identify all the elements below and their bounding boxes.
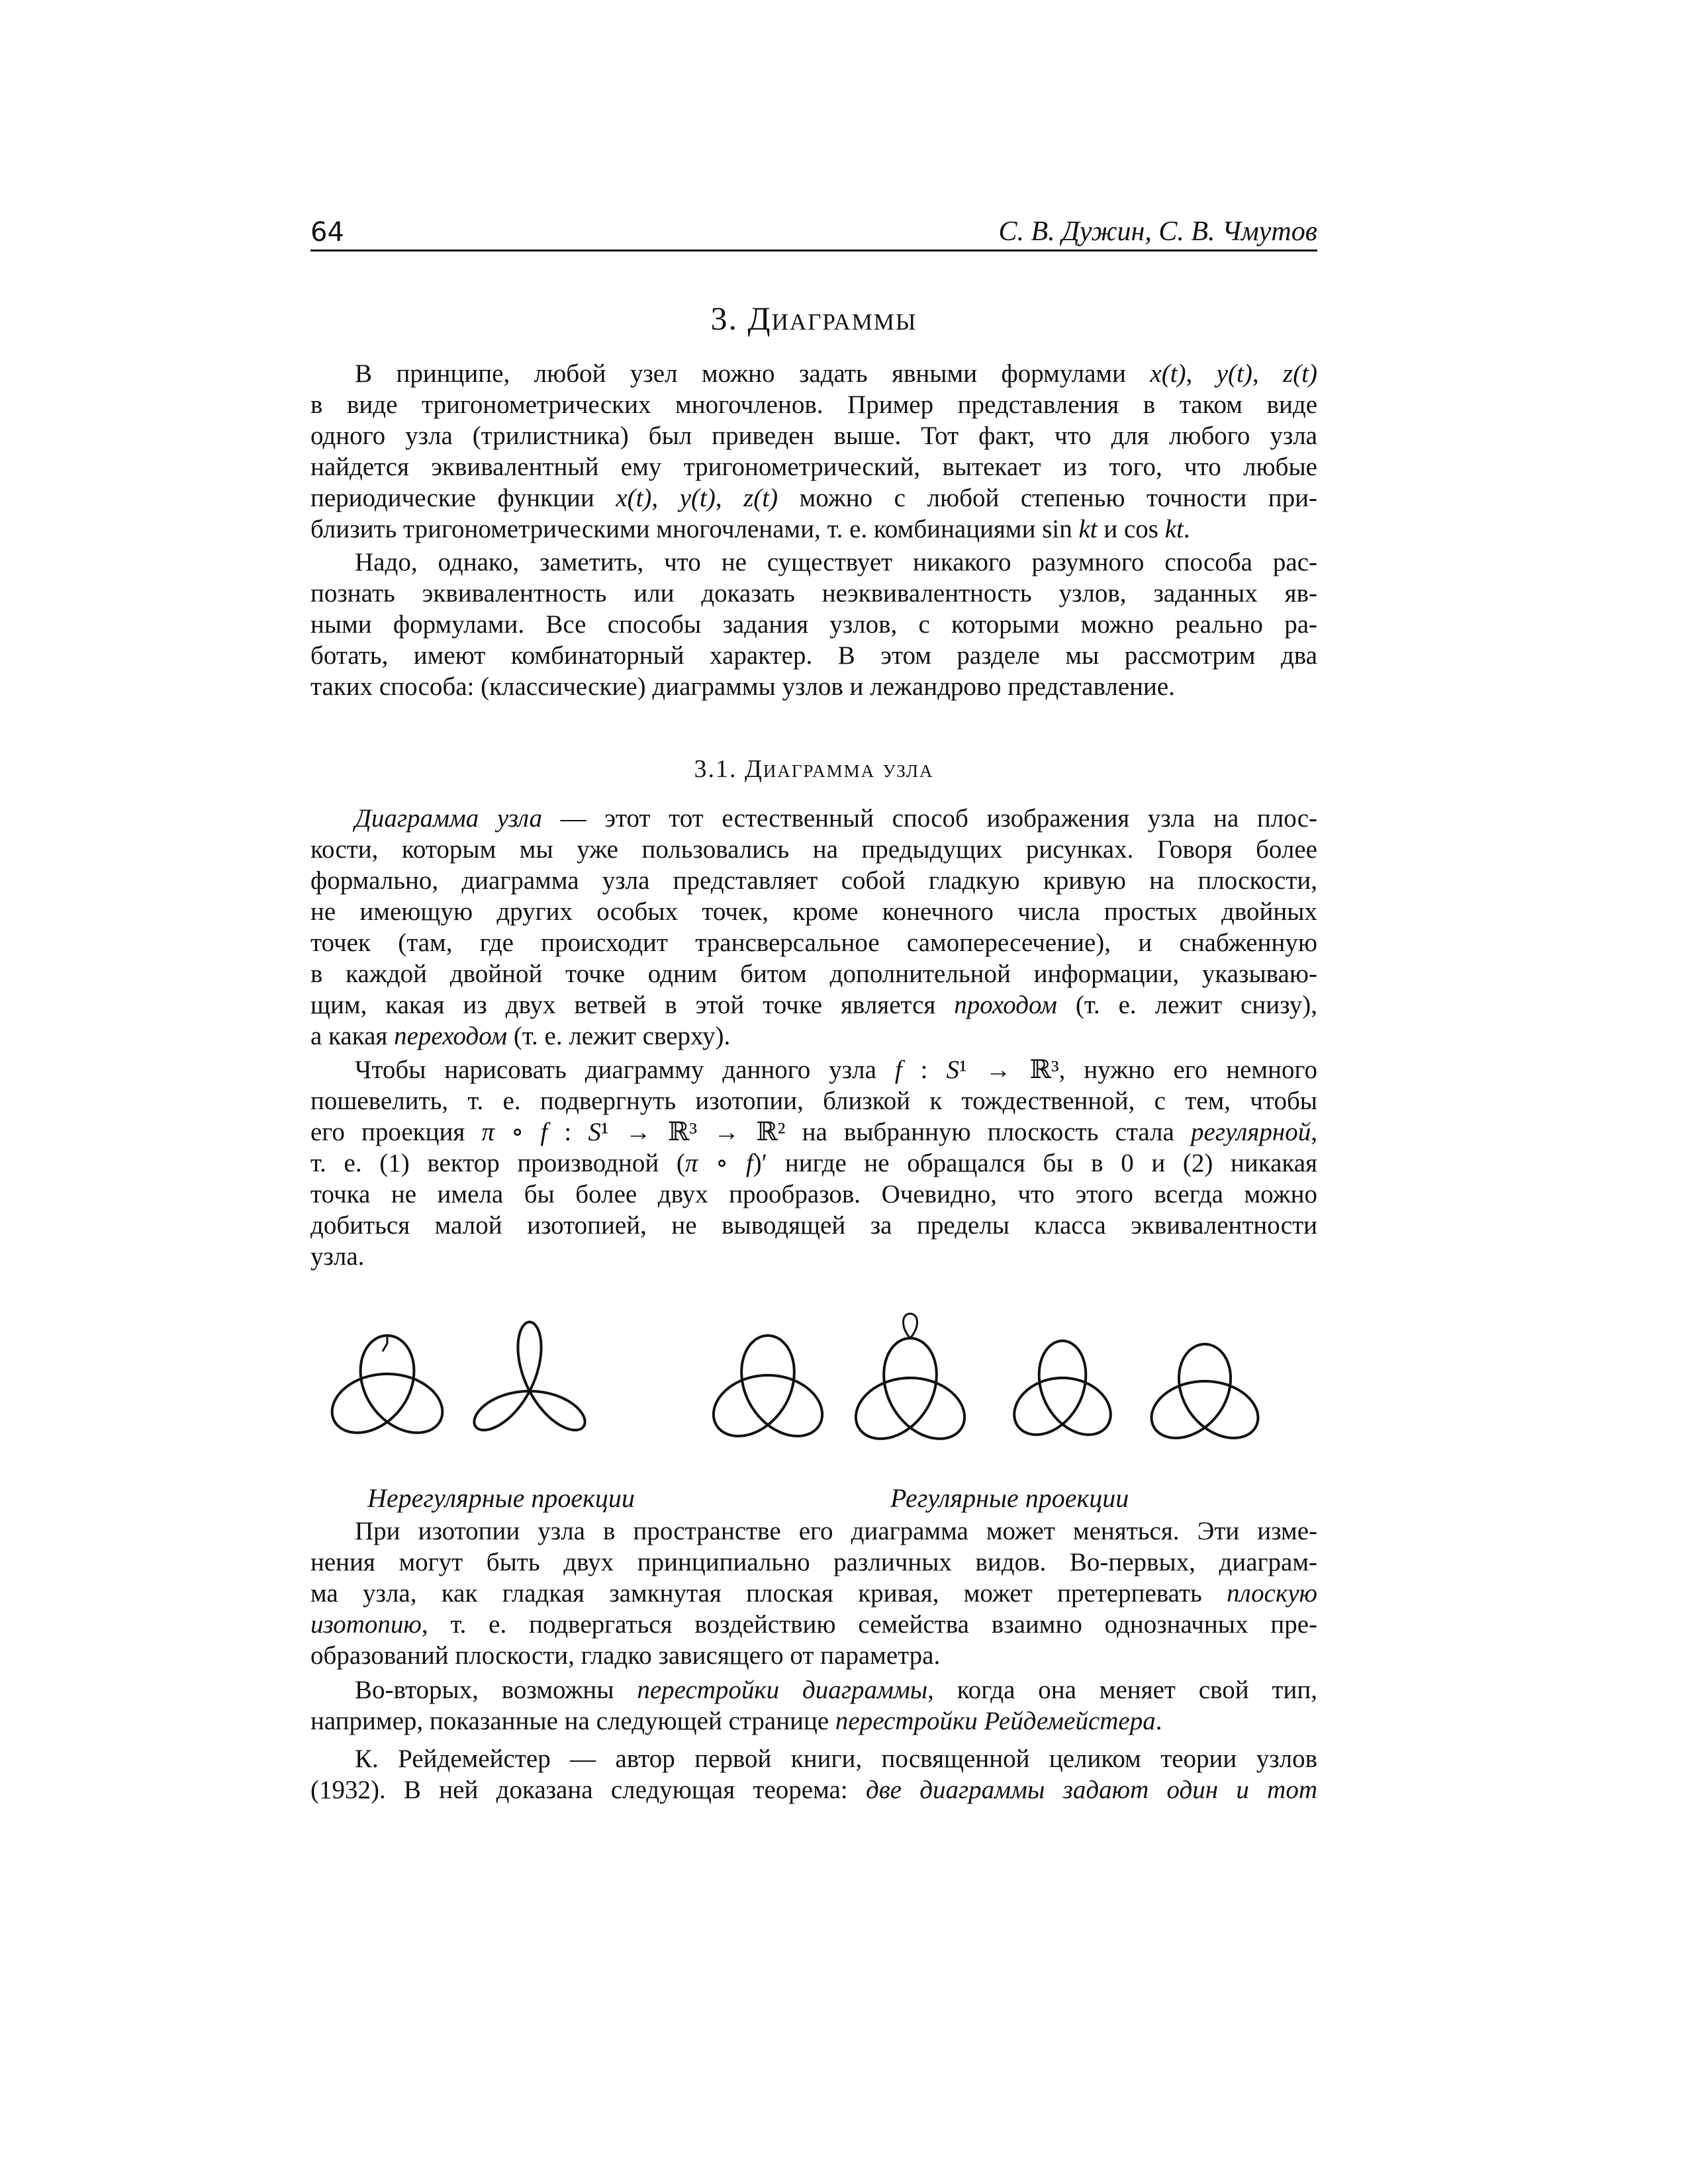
text-line: [310, 578, 1317, 609]
text-segment: например, показанные на следующей странице: [310, 1707, 835, 1735]
knot-regular-trefoil: [714, 1336, 822, 1436]
text-segment: )′ нигде не обращался бы в 0 и (2) никакая: [753, 1149, 1317, 1177]
text-segment: нения могут быть двух принципиально различных видов. Во-первых, диаграм-: [310, 1548, 1317, 1576]
emphasis-text: f: [894, 1056, 902, 1084]
text-line: [310, 896, 1317, 927]
emphasis-text: перестройки диаграммы: [637, 1676, 928, 1704]
text-segment: ¹ → ℝ³, нужно его немного: [959, 1056, 1317, 1084]
text-line: [310, 547, 1317, 578]
text-segment: а какая: [310, 1022, 395, 1050]
caption-regular-projections: Регулярные проекции: [890, 1483, 1129, 1513]
paragraph: [310, 1743, 1317, 1805]
text-segment: близить тригонометрическими многочленами, т. е. комбинациями sin: [310, 515, 1079, 543]
text-segment: и cos: [1097, 515, 1165, 543]
knot-regular-trefoil-variant: [1014, 1341, 1111, 1435]
text-line: [310, 1609, 1317, 1640]
text-line: [310, 1054, 1317, 1085]
text-segment: образований плоскости, гладко зависящего от параметра.: [310, 1641, 941, 1670]
text-segment: (т. е. лежит снизу),: [1056, 991, 1317, 1019]
text-segment: ,: [1186, 359, 1217, 388]
text-segment: точка не имела бы более двух прообразов. Очевидно, что этого всегда можно: [310, 1180, 1317, 1208]
text-line: [310, 671, 1317, 702]
text-line: [310, 1547, 1317, 1578]
emphasis-text: kt: [1078, 515, 1098, 543]
text-segment: (1932). В ней доказана следующая теорема:: [310, 1776, 866, 1804]
section-title: 3. Диаграммы: [710, 300, 917, 337]
emphasis-text: проходом: [954, 991, 1057, 1019]
header-rule: [310, 250, 1317, 251]
text-line: [310, 1640, 1317, 1671]
text-segment: , когда она меняет свой тип,: [927, 1676, 1317, 1704]
text-segment: ,: [715, 484, 744, 512]
text-line: [310, 927, 1317, 958]
text-line: [310, 640, 1317, 671]
emphasis-text: z(t): [743, 484, 778, 512]
text-line: [310, 1774, 1317, 1805]
knot-regular-trefoil-variant: [1152, 1344, 1258, 1438]
text-line: [310, 1674, 1317, 1706]
page-number: 64: [310, 217, 344, 248]
knot-regular-trefoil-with-loop: [856, 1338, 964, 1439]
emphasis-text: f: [540, 1118, 548, 1146]
text-line: [310, 865, 1317, 896]
emphasis-text: kt: [1164, 515, 1184, 543]
text-segment: — этот тот естественный способ изображения узла на плос-: [541, 804, 1318, 833]
text-line: [310, 451, 1317, 482]
text-segment: К. Рейдемейстер — автор первой книги, посвященной целиком теории узлов: [355, 1745, 1317, 1773]
text-line: [310, 514, 1317, 545]
text-segment: формально, диаграмма узла представляет собой гладкую кривую на плоскости,: [310, 866, 1317, 895]
text-line: [310, 803, 1317, 834]
text-segment: в каждой двойной точке одним битом дополнительной информации, указываю-: [310, 960, 1317, 988]
emphasis-text: две диаграммы задают один и тот: [865, 1776, 1317, 1804]
knot-projections-figure: [291, 1297, 1337, 1469]
text-segment: кости, которым мы уже пользовались на предыдущих рисунках. Говоря более: [310, 835, 1317, 864]
text-segment: , т. е. подвергаться воздействию семейства взаимно однозначных пре-: [421, 1610, 1317, 1639]
emphasis-text: изотопию: [310, 1610, 422, 1639]
paragraph: [310, 358, 1317, 545]
text-segment: Надо, однако, заметить, что не существует никакого разумного способа рас-: [355, 548, 1317, 576]
emphasis-text: регулярной: [1190, 1118, 1311, 1146]
text-segment: :: [902, 1056, 947, 1084]
text-segment: познать эквивалентность или доказать неэквивалентность узлов, заданных яв-: [310, 579, 1317, 608]
text-line: [310, 358, 1317, 389]
paragraph: [310, 803, 1317, 1052]
text-line: [310, 1085, 1317, 1116]
text-line: [310, 958, 1317, 989]
kink-loop-icon: [903, 1314, 917, 1338]
text-line: [310, 1706, 1317, 1737]
paragraph: [310, 1054, 1317, 1272]
text-segment: ,: [1311, 1118, 1318, 1146]
emphasis-text: S: [588, 1118, 601, 1146]
emphasis-text: плоскую: [1227, 1579, 1317, 1608]
subsection-title: 3.1. Диаграмма узла: [694, 755, 934, 783]
text-line: [310, 1116, 1317, 1148]
text-segment: его проекция: [310, 1118, 482, 1146]
text-segment: :: [547, 1118, 588, 1146]
emphasis-text: y(t): [679, 484, 716, 512]
emphasis-text: π: [684, 1149, 698, 1177]
text-segment: периодические функции: [310, 484, 616, 512]
caption-irregular-projections: Нерегулярные проекции: [367, 1483, 635, 1513]
text-segment: точек (там, где происходит трансверсальное самопересечение), и снабженную: [310, 929, 1317, 957]
text-segment: добиться малой изотопией, не выводящей за пределы класса эквивалентности: [310, 1211, 1317, 1240]
text-segment: не имеющую других особых точек, кроме конечного числа простых двойных: [310, 897, 1317, 926]
text-segment: пошевелить, т. е. подвергнуть изотопии, близкой к тождественной, с тем, чтобы: [310, 1087, 1317, 1115]
text-line: [310, 1578, 1317, 1609]
text-line: [310, 834, 1317, 865]
running-header-authors: С. В. Дужин, С. В. Чмутов: [998, 216, 1317, 247]
text-segment: ,: [1252, 359, 1284, 388]
text-segment: .: [1155, 1707, 1162, 1735]
knot-irregular-triple-point: [474, 1322, 585, 1430]
paragraph: [310, 1674, 1317, 1737]
emphasis-text: z(t): [1283, 359, 1318, 388]
emphasis-text: π: [481, 1118, 494, 1146]
text-segment: ма узла, как гладкая замкнутая плоская кривая, может претерпевать: [310, 1579, 1227, 1608]
text-segment: ∘: [494, 1118, 541, 1146]
text-line: [310, 609, 1317, 640]
text-segment: (т. е. лежит сверху).: [507, 1022, 731, 1050]
text-segment: Чтобы нарисовать диаграмму данного узла: [355, 1056, 895, 1084]
paragraph: [310, 1516, 1317, 1671]
text-segment: можно с любой степенью точности при-: [778, 484, 1317, 512]
text-segment: ботать, имеют комбинаторный характер. В этом разделе мы рассмотрим два: [310, 641, 1317, 670]
text-line: [310, 1516, 1317, 1547]
text-segment: .: [1183, 515, 1190, 543]
text-segment: узла.: [310, 1242, 365, 1271]
text-line: [310, 989, 1317, 1021]
text-segment: ,: [651, 484, 680, 512]
text-line: [310, 1241, 1317, 1272]
text-segment: найдется эквивалентный ему тригонометрический, вытекает из того, что любые: [310, 453, 1317, 481]
text-line: [310, 1179, 1317, 1210]
emphasis-text: переходом: [394, 1022, 508, 1050]
text-segment: одного узла (трилистника) был приведен выше. Тот факт, что для любого узла: [310, 422, 1317, 450]
text-line: [310, 482, 1317, 514]
text-segment: ∘: [698, 1149, 746, 1177]
emphasis-text: y(t): [1216, 359, 1252, 388]
paragraph: [310, 547, 1317, 702]
emphasis-text: Диаграмма узла: [355, 804, 542, 833]
text-line: [310, 1148, 1317, 1179]
text-segment: ными формулами. Все способы задания узлов, с которыми можно реально ра-: [310, 610, 1317, 639]
text-segment: щим, какая из двух ветвей в этой точке является: [310, 991, 955, 1019]
text-line: [310, 1210, 1317, 1241]
text-line: [310, 1743, 1317, 1774]
text-segment: В принципе, любой узел можно задать явными формулами: [355, 359, 1150, 388]
knot-irregular-cusp: [332, 1336, 443, 1433]
emphasis-text: x(t): [616, 484, 652, 512]
text-line: [310, 389, 1317, 420]
emphasis-text: S: [946, 1056, 959, 1084]
text-segment: Во-вторых, возможны: [355, 1676, 637, 1704]
emphasis-text: f: [745, 1149, 753, 1177]
text-segment: ¹ → ℝ³ → ℝ² на выбранную плоскость стала: [600, 1118, 1191, 1146]
text-segment: т. е. (1) вектор производной (: [310, 1149, 685, 1177]
text-segment: При изотопии узла в пространстве его диаграмма может меняться. Эти изме-: [355, 1517, 1317, 1545]
text-line: [310, 420, 1317, 451]
cusp-spike-icon: [383, 1336, 387, 1351]
text-line: [310, 1021, 1317, 1052]
emphasis-text: перестройки Рейдемейстера: [835, 1707, 1156, 1735]
emphasis-text: x(t): [1150, 359, 1186, 388]
text-segment: в виде тригонометрических многочленов. Пример представления в таком виде: [310, 390, 1317, 419]
text-segment: таких способа: (классические) диаграммы узлов и лежандрово представление.: [310, 672, 1175, 701]
